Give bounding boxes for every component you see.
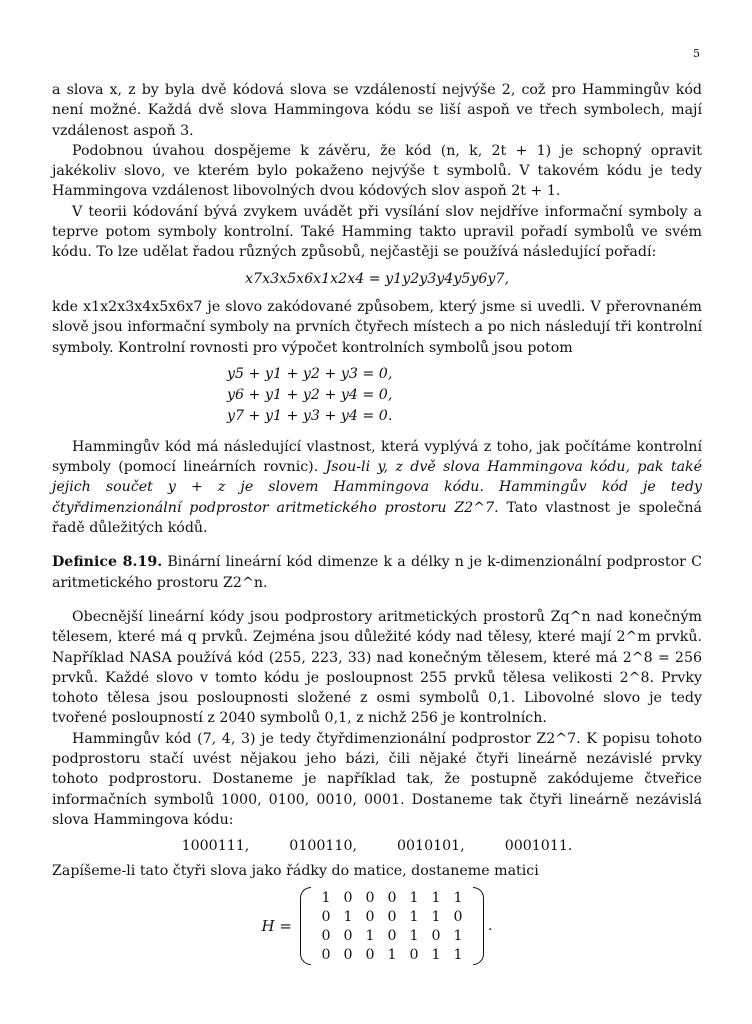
paragraph-5-end: Tato vlastnost je společná řadě důležitých kódů. xyxy=(52,499,703,537)
matrix-cell: 1 xyxy=(431,946,441,963)
page-number: 5 xyxy=(693,47,700,60)
matrix-cell: 0 xyxy=(343,927,353,944)
matrix-cell: 0 xyxy=(409,946,419,963)
paragraph-8: Zapíšeme-li tato čtyři slova jako řádky do matice, dostaneme matici xyxy=(52,862,539,879)
codeword: 0100110, xyxy=(289,838,357,855)
control-equation: y7 + y1 + y3 + y4 = 0. xyxy=(227,407,393,424)
paragraph-1: a slova x, z by byla dvě kódová slova se vzdáleností nejvýše 2, což pro Hammingův kód není možné. Každá dvě slova Hammingova kódu se liší aspoň ve třech symbolech, mají vzdálenost aspoň 3. xyxy=(52,82,702,139)
matrix-cell: 1 xyxy=(365,927,375,944)
matrix-cell: 1 xyxy=(321,889,331,906)
matrix-cell: 0 xyxy=(321,927,331,944)
definition-8-19 xyxy=(52,552,702,593)
matrix-cell: 0 xyxy=(365,946,375,963)
paragraph-7: Hammingův kód (7, 4, 3) je tedy čtyřdimenzionální podprostor Z2^7. K popisu tohoto podprostoru stačí uvést nějakou jeho bázi, čili nějaké čtyři lineárně nezávislé prvky tohoto podprostoru. Dostaneme je například tak, že postupně zakódujeme čtveřice informačních symbolů 1000, 0100, 0010, 0001. Dostaneme tak čtyři lineárně nezávislá slova Hammingova kódu: xyxy=(52,730,702,828)
matrix-grid xyxy=(315,888,469,964)
matrix-cell: 0 xyxy=(343,889,353,906)
paragraph-5-start: Hammingův kód má následující vlastnost, která vyplývá z toho, jak počítáme kontrolní symboly (pomocí lineárních rovnic). xyxy=(52,438,702,476)
right-paren xyxy=(473,887,484,965)
matrix-cell: 1 xyxy=(453,927,463,944)
matrix-cell: 1 xyxy=(453,889,463,906)
paragraph-6: Obecnější lineární kódy jsou podprostory aritmetických prostorů Zq^n nad konečným tělesem, které má q prvků. Zejména jsou důležité kódy nad tělesy, které mají 2^m prvků. Například NASA používá kód (255, 223, 33) nad konečným tělesem, které má 2^8 = 256 prvků. Každé slovo v tomto kódu je posloupnost 255 prvků tělesa velikosti 2^8. Prvky tohoto tělesa jsou posloupnosti složené z osmi symbolů 0,1. Libovolné slovo je tedy tvořené posloupností z 2040 symbolů 0,1, z nichž 256 je kontrolních. xyxy=(52,608,702,727)
paragraph-5 xyxy=(52,437,702,538)
matrix-cell: 1 xyxy=(343,908,353,925)
control-equations xyxy=(227,364,527,427)
theorem-statement: Jsou-li y, z dvě slova Hammingova kódu, pak také jejich součet y + z je slovem Hammingova kódu. Hammingův kód je tedy čtyřdimenzionální podprostor aritmetického prostoru Z2^7. xyxy=(52,459,703,516)
matrix-cell: 1 xyxy=(431,908,441,925)
codeword: 0001011. xyxy=(504,838,573,855)
control-equation: y5 + y1 + y2 + y3 = 0, xyxy=(227,365,393,382)
paragraph-2: Podobnou úvahou dospějeme k závěru, že kód (n, k, 2t + 1) je schopný opravit jakékoliv slovo, ve kterém bylo pokaženo nejvýše t symbolů. V takovém kódu je tedy Hammingova vzdálenost libovolných dvou kódových slov aspoň 2t + 1. xyxy=(52,142,702,200)
matrix-cell: 1 xyxy=(409,927,419,944)
page-body xyxy=(52,80,702,965)
paragraph-4: kde x1x2x3x4x5x6x7 je slovo zakódované způsobem, který jsme si uvedli. V přerovnaném slově jsou informační symboly na prvních čtyřech místech a po nich následují tři kontrolní symboly. Kontrolní rovnosti pro výpočet kontrolních symbolů jsou potom xyxy=(52,298,702,356)
paragraph-3: V teorii kódování bývá zvykem uvádět při vysílání slov nejdříve informační symboly a teprve potom symboly kontrolní. Také Hamming takto upravil pořadí symbolů ve svém kódu. To lze udělat řadou různých způsobů, nejčastěji se používá následující pořadí: xyxy=(52,203,702,261)
matrix-cell: 1 xyxy=(453,946,463,963)
matrix-cell: 0 xyxy=(365,889,375,906)
matrix-cell: 1 xyxy=(387,946,397,963)
matrix-label: H = xyxy=(261,916,292,935)
matrix-cell: 0 xyxy=(321,946,331,963)
codeword-list xyxy=(52,836,702,856)
matrix-cell: 0 xyxy=(453,908,463,925)
matrix-period: . xyxy=(487,917,493,934)
reorder-equation: x7x3x5x6x1x2x4 = y1y2y3y4y5y6y7, xyxy=(245,270,509,287)
control-equation: y6 + y1 + y2 + y4 = 0, xyxy=(227,386,393,403)
definition-body: Binární lineární kód dimenze k a délky n je k-dimenzionální podprostor C aritmetického prostoru Z2^n. xyxy=(52,554,702,591)
matrix-cell: 0 xyxy=(321,908,331,925)
matrix-cell: 0 xyxy=(387,908,397,925)
codeword: 0010101, xyxy=(397,838,465,855)
matrix-cell: 0 xyxy=(387,927,397,944)
definition-heading: Definice 8.19. xyxy=(52,554,163,571)
matrix-cell: 1 xyxy=(431,889,441,906)
codeword: 1000111, xyxy=(181,838,250,855)
generator-matrix xyxy=(52,887,702,965)
matrix-cell: 1 xyxy=(409,889,419,906)
matrix-cell: 0 xyxy=(431,927,441,944)
matrix-cell: 0 xyxy=(387,889,397,906)
matrix-cell: 0 xyxy=(365,908,375,925)
left-paren xyxy=(300,887,311,965)
matrix-cell: 1 xyxy=(409,908,419,925)
matrix-cell: 0 xyxy=(343,946,353,963)
